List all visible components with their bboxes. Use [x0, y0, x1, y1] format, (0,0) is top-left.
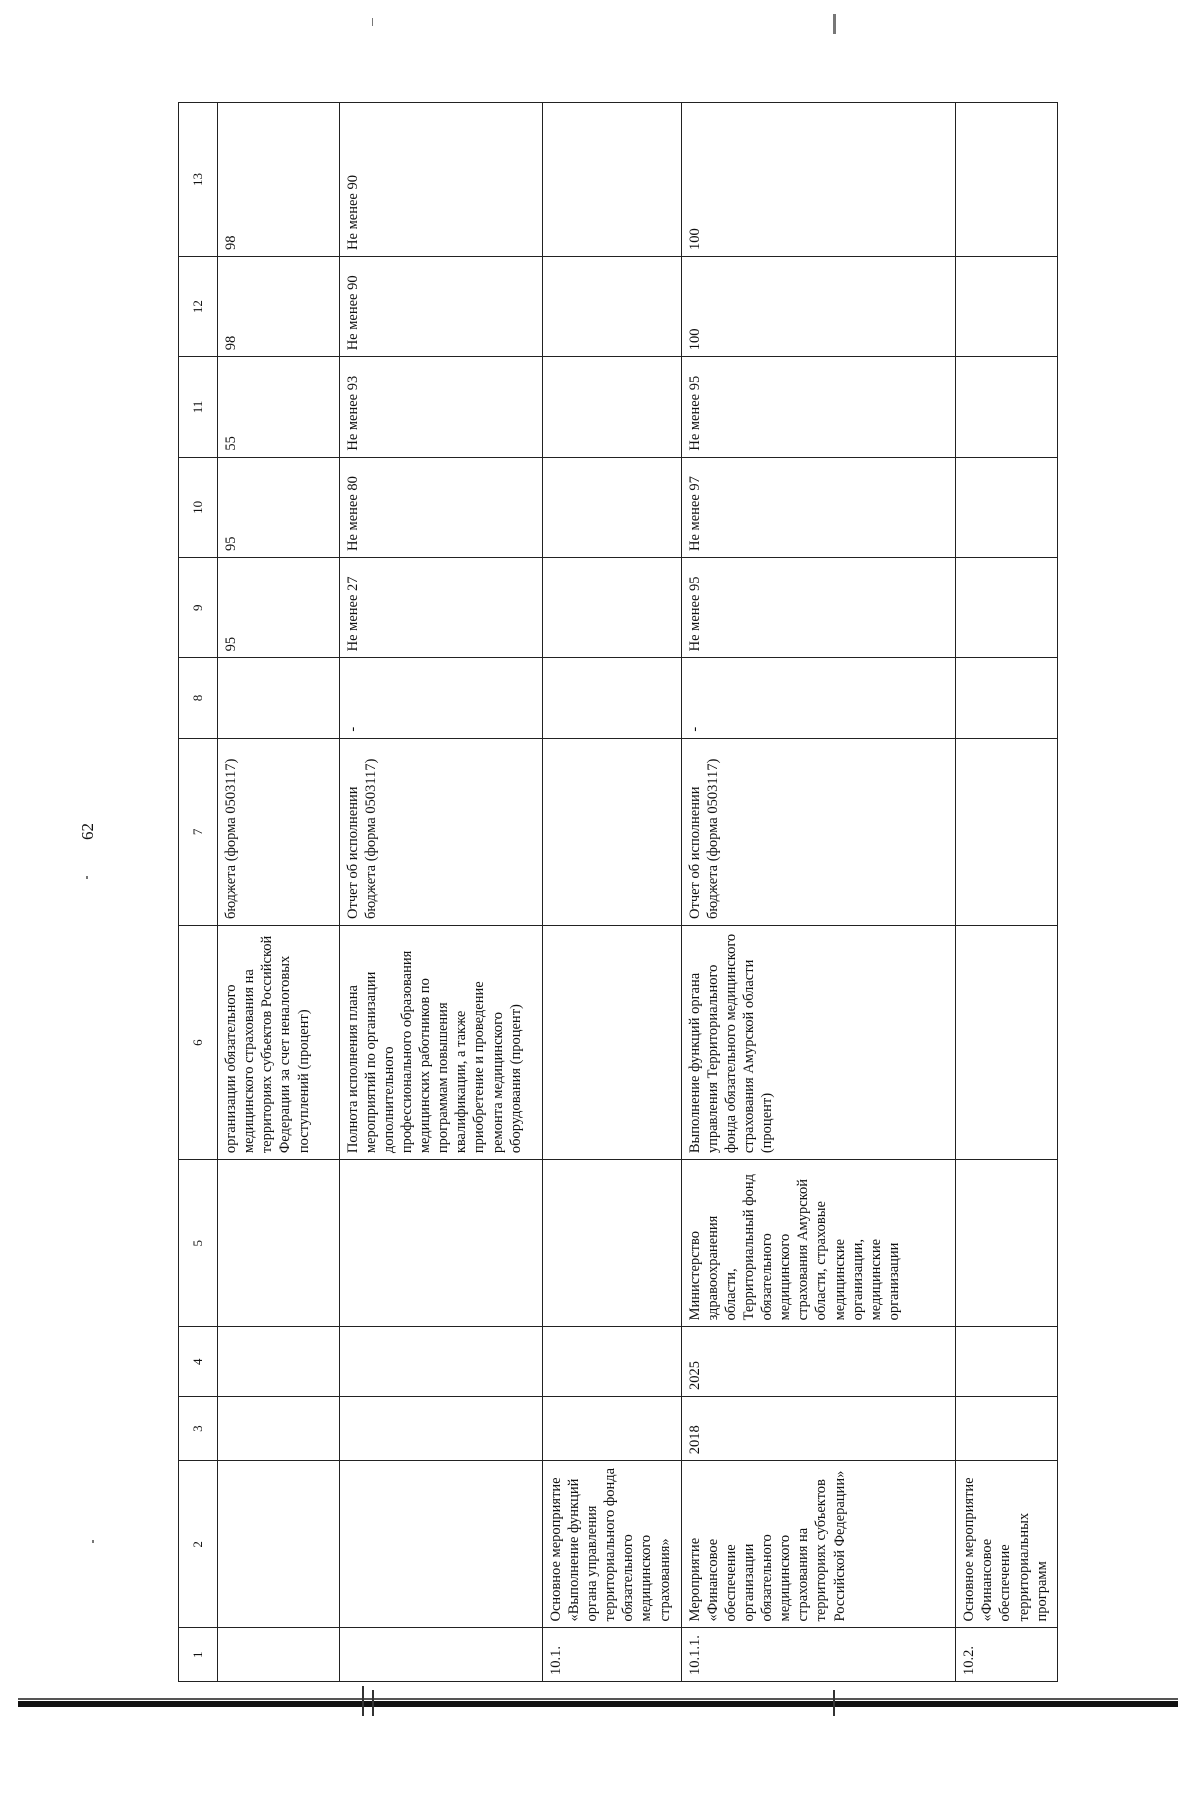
cell-number: 10.1.1. — [681, 1628, 956, 1682]
table-header-row — [179, 103, 218, 1682]
cell-event: Основное мероприятие «Финансовое обеспечение территориальных программ — [956, 1461, 1058, 1628]
cell-value-13: 100 — [681, 103, 956, 257]
cell-event — [218, 1461, 340, 1628]
rotated-table-container — [178, 102, 1058, 1682]
scan-speck — [86, 876, 88, 879]
table-row — [542, 103, 681, 1682]
col-header-1: 1 — [179, 1628, 218, 1682]
scan-edge-tick — [833, 1690, 835, 1716]
cell-value-10 — [956, 457, 1058, 557]
cell-indicator — [542, 925, 681, 1159]
cell-value-10: 95 — [218, 457, 340, 557]
col-header-6: 6 — [179, 925, 218, 1159]
cell-start-year: 2018 — [681, 1397, 956, 1461]
cell-number — [339, 1628, 542, 1682]
cell-executor — [542, 1160, 681, 1327]
cell-number: 10.1. — [542, 1628, 681, 1682]
cell-value-13: 98 — [218, 103, 340, 257]
scan-edge-bar — [18, 1701, 1178, 1707]
table-row — [339, 103, 542, 1682]
cell-value-9: 95 — [218, 558, 340, 658]
table-row — [956, 103, 1058, 1682]
cell-start-year — [542, 1397, 681, 1461]
cell-value-12 — [542, 256, 681, 356]
col-header-4: 4 — [179, 1327, 218, 1397]
cell-end-year — [542, 1327, 681, 1397]
cell-source — [542, 738, 681, 925]
cell-event — [339, 1461, 542, 1628]
cell-start-year — [218, 1397, 340, 1461]
cell-value-10: Не менее 80 — [339, 457, 542, 557]
scan-speck — [372, 18, 373, 26]
table-row — [218, 103, 340, 1682]
scan-speck — [92, 1540, 94, 1543]
cell-value-13 — [956, 103, 1058, 257]
cell-value-13 — [542, 103, 681, 257]
cell-value-10: Не менее 97 — [681, 457, 956, 557]
scan-edge-tick — [362, 1686, 364, 1716]
cell-value-11 — [956, 357, 1058, 457]
cell-value-12: Не менее 90 — [339, 256, 542, 356]
col-header-13: 13 — [179, 103, 218, 257]
col-header-8: 8 — [179, 658, 218, 738]
cell-source: Отчет об исполнении бюджета (форма 0503117) — [681, 738, 956, 925]
cell-value-11: 55 — [218, 357, 340, 457]
cell-event: Мероприятие «Финансовое обеспечение организации обязательного медицинского страхования на территориях субъектов Российской Федерации» — [681, 1461, 956, 1628]
data-table — [178, 102, 1058, 1682]
cell-executor — [218, 1160, 340, 1327]
scan-edge-tick — [372, 1690, 374, 1716]
cell-start-year — [339, 1397, 542, 1461]
cell-value-12: 100 — [681, 256, 956, 356]
cell-indicator — [956, 925, 1058, 1159]
scan-speck — [833, 14, 836, 34]
cell-value-11: Не менее 95 — [681, 357, 956, 457]
cell-end-year — [339, 1327, 542, 1397]
cell-value-11 — [542, 357, 681, 457]
cell-indicator: Полнота исполнения плана мероприятий по организации дополнительного профессионального образования медицинских работников по программам повышения квалификации, а также приобретение и проведение ремонта медицинского оборудования (процент) — [339, 925, 542, 1159]
col-header-9: 9 — [179, 558, 218, 658]
col-header-12: 12 — [179, 256, 218, 356]
cell-end-year: 2025 — [681, 1327, 956, 1397]
cell-value-9 — [542, 558, 681, 658]
cell-value-12: 98 — [218, 256, 340, 356]
cell-value-9: Не менее 95 — [681, 558, 956, 658]
cell-value-12 — [956, 256, 1058, 356]
cell-base-value: - — [339, 658, 542, 738]
cell-executor: Министерство здравоохранения области, Территориальный фонд обязательного медицинского страхования Амурской области, страховые медицинские организации, медицинские организации — [681, 1160, 956, 1327]
cell-source: бюджета (форма 0503117) — [218, 738, 340, 925]
cell-value-10 — [542, 457, 681, 557]
cell-base-value — [218, 658, 340, 738]
cell-indicator: Выполнение функций органа управления Территориального фонда обязательного медицинского страхования Амурской области (процент) — [681, 925, 956, 1159]
col-header-11: 11 — [179, 357, 218, 457]
col-header-7: 7 — [179, 738, 218, 925]
cell-source: Отчет об исполнении бюджета (форма 0503117) — [339, 738, 542, 925]
cell-executor — [956, 1160, 1058, 1327]
col-header-10: 10 — [179, 457, 218, 557]
col-header-2: 2 — [179, 1461, 218, 1628]
cell-start-year — [956, 1397, 1058, 1461]
col-header-5: 5 — [179, 1160, 218, 1327]
cell-value-13: Не менее 90 — [339, 103, 542, 257]
cell-indicator: организации обязательного медицинского страхования на территориях субъектов Российской Федерации за счет неналоговых поступлений (процент) — [218, 925, 340, 1159]
cell-event: Основное мероприятие «Выполнение функций органа управления территориального фонда обязательного медицинского страхования» — [542, 1461, 681, 1628]
cell-base-value: - — [681, 658, 956, 738]
cell-end-year — [218, 1327, 340, 1397]
cell-end-year — [956, 1327, 1058, 1397]
cell-value-9 — [956, 558, 1058, 658]
cell-base-value — [542, 658, 681, 738]
cell-value-11: Не менее 93 — [339, 357, 542, 457]
scan-edge-line — [18, 1698, 1178, 1700]
cell-number: 10.2. — [956, 1628, 1058, 1682]
cell-value-9: Не менее 27 — [339, 558, 542, 658]
cell-source — [956, 738, 1058, 925]
col-header-3: 3 — [179, 1397, 218, 1461]
cell-executor — [339, 1160, 542, 1327]
page-number: 62 — [78, 823, 97, 840]
table-row — [681, 103, 956, 1682]
cell-base-value — [956, 658, 1058, 738]
cell-number — [218, 1628, 340, 1682]
